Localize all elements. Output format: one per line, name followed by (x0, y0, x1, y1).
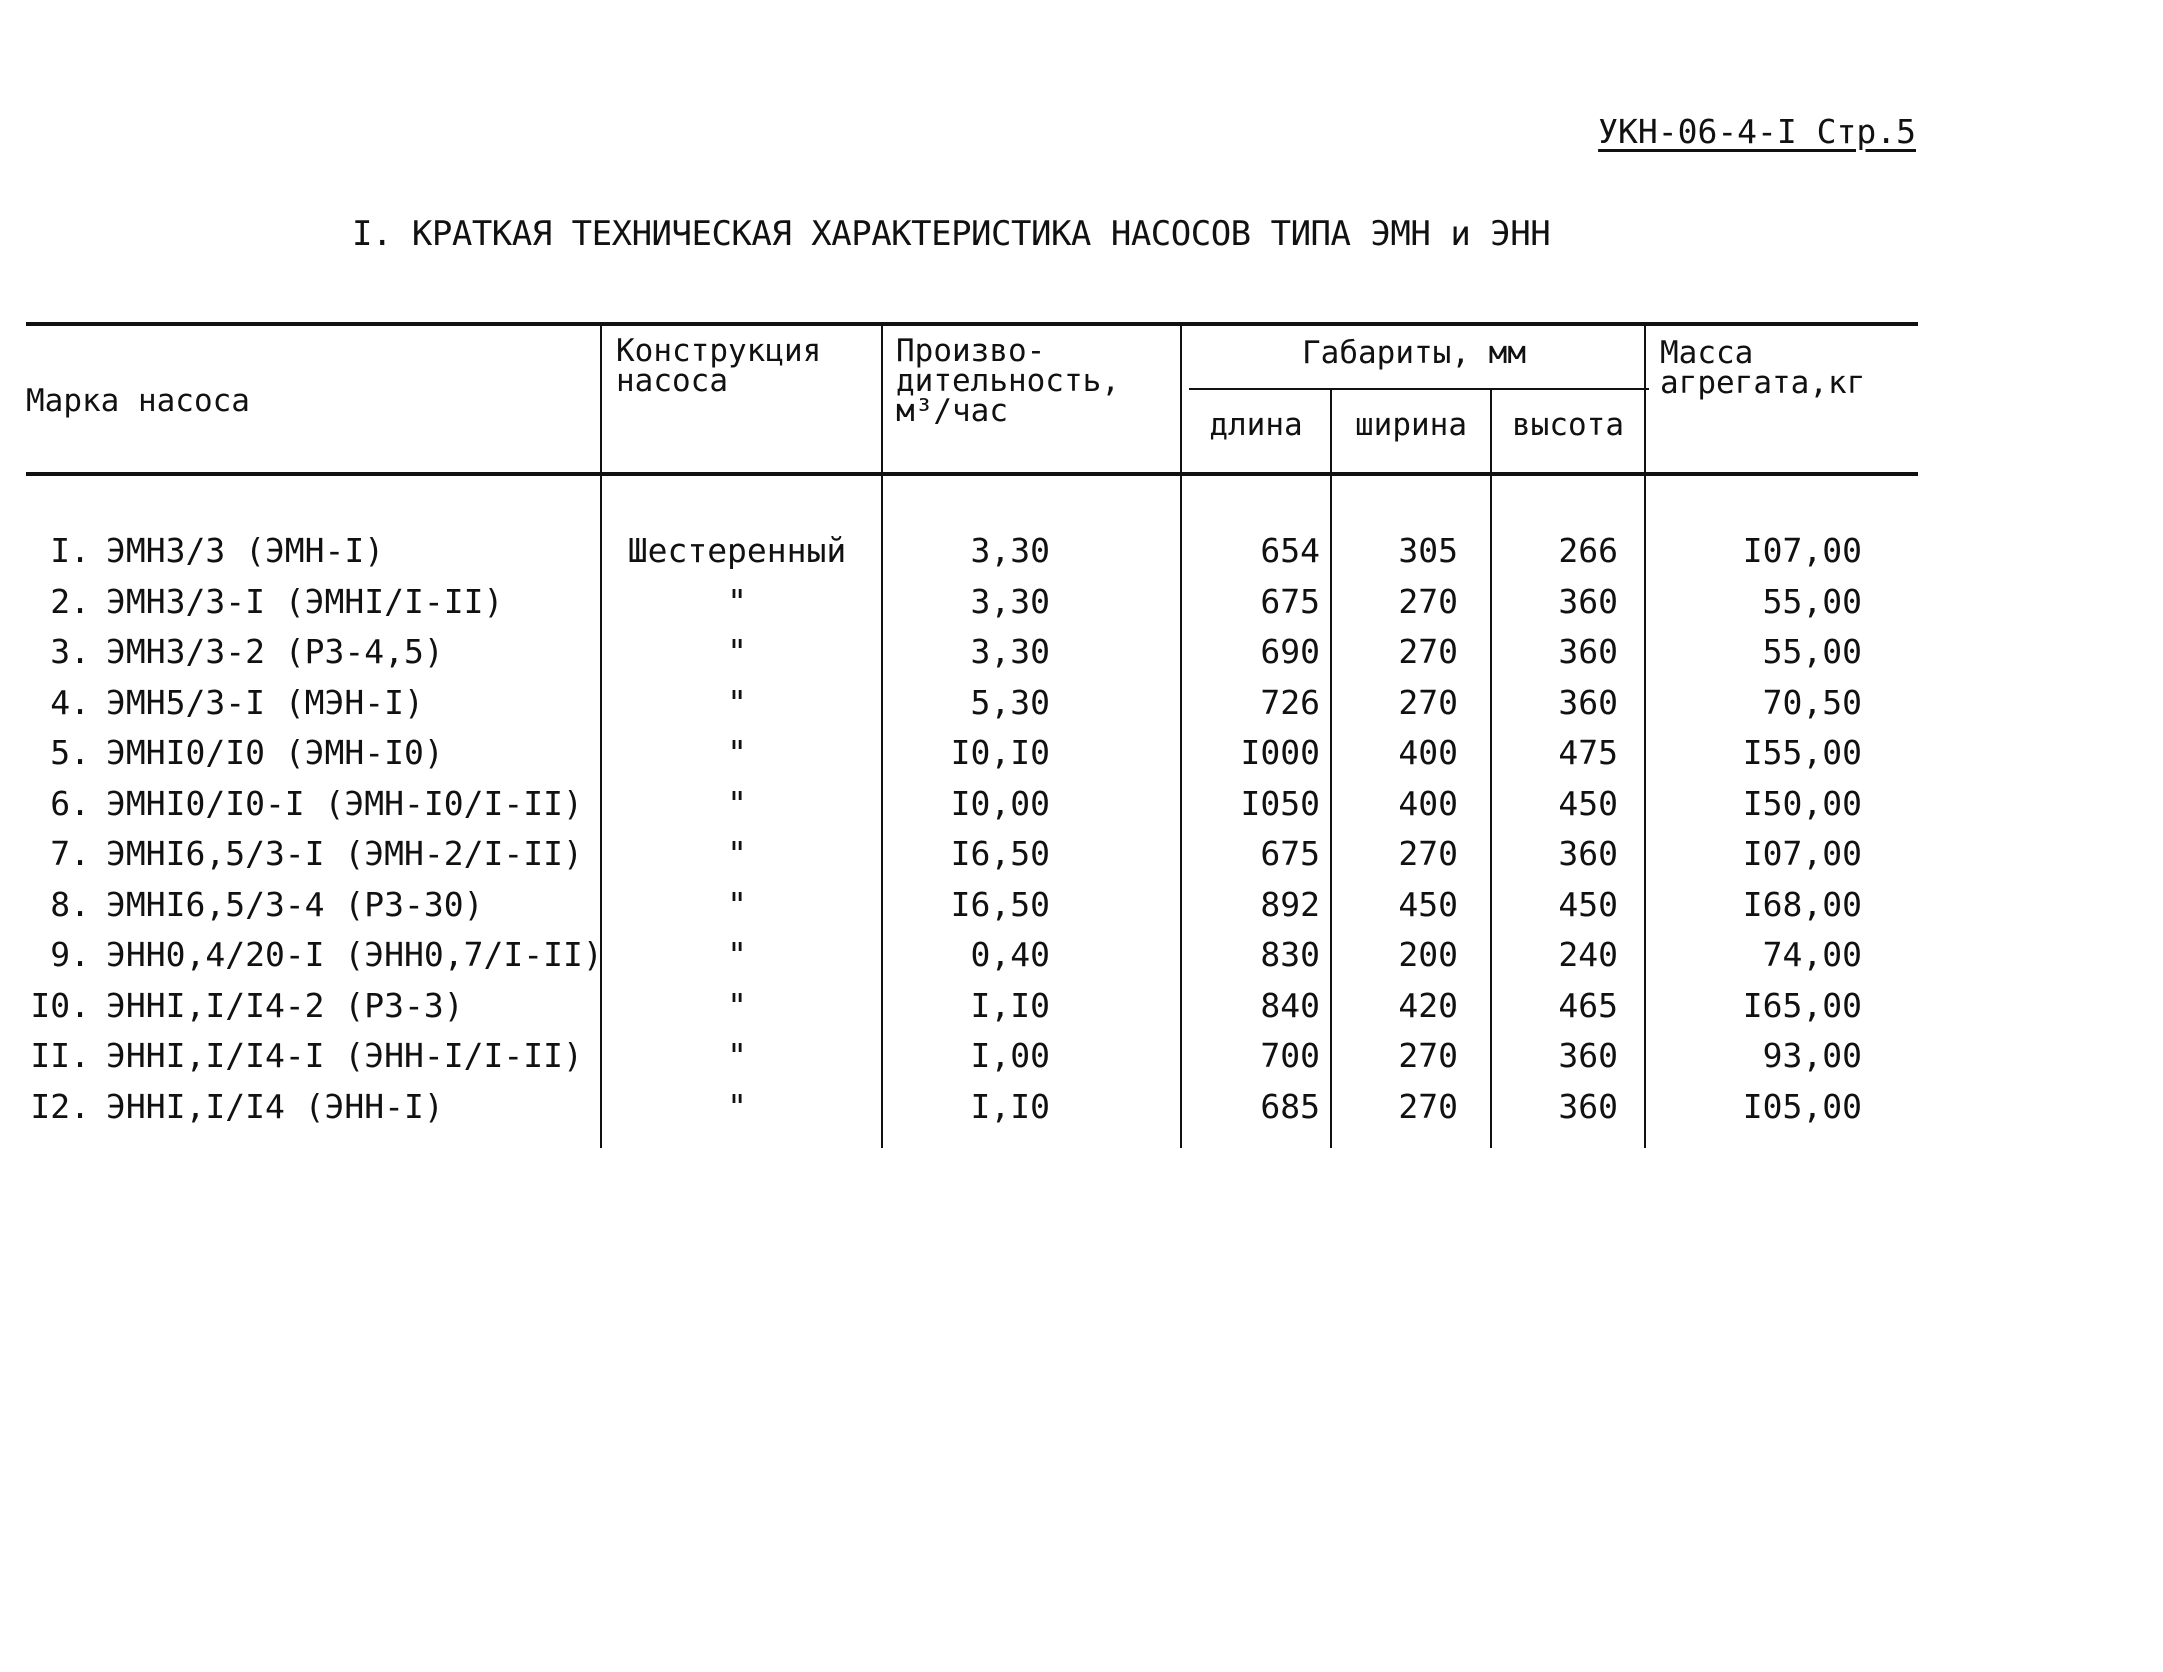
pump-performance: 3,30 (970, 531, 1050, 570)
pump-performance: I6,50 (950, 884, 1050, 924)
pump-construction: " (727, 682, 747, 722)
pump-width: 270 (1398, 581, 1458, 621)
header-performance-line3: м³/час (896, 393, 1008, 429)
table-row (26, 1031, 1922, 1081)
row-number: 4. (50, 682, 90, 722)
table-row (26, 577, 1922, 627)
header-construction-line2: насоса (616, 363, 728, 399)
pump-width: 200 (1398, 935, 1458, 974)
pump-mass: 93,00 (1762, 1036, 1862, 1075)
pump-height: 360 (1558, 632, 1618, 671)
row-number: 2. (50, 581, 90, 621)
header-dimensions: Габариты, мм (1302, 335, 1526, 371)
pump-mass: I05,00 (1742, 1086, 1862, 1126)
pump-height: 266 (1558, 531, 1618, 570)
pump-brand: ЭМН3/3 (ЭМН-I) (106, 531, 385, 570)
header-height: высота (1512, 407, 1624, 443)
pump-width: 450 (1398, 884, 1458, 924)
pump-brand: ЭМНI0/I0-I (ЭМН-I0/I-II) (106, 783, 583, 823)
pump-performance: I0,00 (950, 783, 1050, 823)
pump-performance: I,I0 (970, 985, 1050, 1025)
pump-performance: I,00 (970, 1036, 1050, 1075)
pump-construction: " (727, 935, 747, 974)
table-row (26, 678, 1922, 728)
pump-height: 360 (1558, 1036, 1618, 1075)
pump-height: 475 (1558, 733, 1618, 772)
pump-brand: ЭННI,I/I4 (ЭНН-I) (106, 1086, 444, 1126)
table-row (26, 880, 1922, 930)
pump-height: 360 (1558, 581, 1618, 621)
pump-brand: ЭМНI0/I0 (ЭМН-I0) (106, 733, 444, 772)
pump-mass: 55,00 (1762, 632, 1862, 671)
pump-length: I050 (1240, 783, 1320, 823)
dimensions-divider-rule (1189, 388, 1649, 390)
header-performance-line1: Произво- (896, 333, 1046, 369)
table-row (26, 779, 1922, 829)
pump-width: 400 (1398, 733, 1458, 772)
pump-width: 270 (1398, 632, 1458, 671)
row-number: 7. (50, 834, 90, 873)
pump-construction: " (727, 733, 747, 772)
pump-construction: " (727, 884, 747, 924)
row-number: I. (50, 531, 90, 570)
row-number: 8. (50, 884, 90, 924)
row-number: II. (30, 1036, 90, 1075)
row-number: 6. (50, 783, 90, 823)
document-title: I. КРАТКАЯ ТЕХНИЧЕСКАЯ ХАРАКТЕРИСТИКА НАСОСОВ ТИПА ЭМН и ЭНН (352, 214, 1551, 254)
pump-width: 270 (1398, 682, 1458, 722)
pump-mass: 55,00 (1762, 581, 1862, 621)
row-number: 9. (50, 935, 90, 974)
header-bottom-rule (26, 472, 1918, 476)
header-mass-line1: Масса (1660, 335, 1754, 371)
header-length: длина (1209, 407, 1303, 443)
table-row (26, 1082, 1922, 1132)
header-mass-line2: агрегата,кг (1660, 365, 1866, 401)
pump-height: 465 (1558, 985, 1618, 1025)
page-reference: УКН-06-4-I Стр.5 (1598, 112, 1916, 151)
pump-mass: 74,00 (1762, 935, 1862, 974)
pump-height: 240 (1558, 935, 1618, 974)
row-number: I0. (30, 985, 90, 1025)
table-row (26, 627, 1922, 677)
pump-construction: " (727, 834, 747, 873)
pump-spec-table (26, 322, 1922, 1148)
table-row (26, 981, 1922, 1031)
pump-width: 270 (1398, 1086, 1458, 1126)
row-number: 3. (50, 632, 90, 671)
pump-mass: I50,00 (1742, 783, 1862, 823)
pump-width: 305 (1398, 531, 1458, 570)
pump-brand: ЭМН3/3-2 (РЗ-4,5) (106, 632, 444, 671)
pump-performance: 5,30 (970, 682, 1050, 722)
header-width: ширина (1355, 407, 1467, 443)
pump-brand: ЭННI,I/I4-I (ЭНН-I/I-II) (106, 1036, 583, 1075)
pump-height: 450 (1558, 884, 1618, 924)
pump-length: 840 (1260, 985, 1320, 1025)
header-performance-line2: дительность, (896, 363, 1120, 399)
pump-brand: ЭМНI6,5/3-4 (РЗ-30) (106, 884, 484, 924)
row-number: I2. (30, 1086, 90, 1126)
pump-construction: " (727, 632, 747, 671)
pump-mass: I65,00 (1742, 985, 1862, 1025)
header-construction-line1: Конструкция (616, 333, 822, 369)
pump-mass: I07,00 (1742, 531, 1862, 570)
pump-brand: ЭННI,I/I4-2 (РЗ-3) (106, 985, 464, 1025)
pump-performance: I,I0 (970, 1086, 1050, 1126)
pump-mass: I68,00 (1742, 884, 1862, 924)
pump-length: 654 (1260, 531, 1320, 570)
table-top-rule (26, 322, 1918, 326)
pump-construction: Шестеренный (627, 531, 847, 570)
pump-performance: 0,40 (970, 935, 1050, 974)
pump-performance: 3,30 (970, 581, 1050, 621)
pump-performance: 3,30 (970, 632, 1050, 671)
pump-height: 360 (1558, 834, 1618, 873)
pump-width: 400 (1398, 783, 1458, 823)
pump-height: 360 (1558, 682, 1618, 722)
pump-mass: 70,50 (1762, 682, 1862, 722)
pump-construction: " (727, 783, 747, 823)
pump-length: 726 (1260, 682, 1320, 722)
table-row (26, 526, 1922, 576)
pump-height: 450 (1558, 783, 1618, 823)
pump-brand: ЭМН3/3-I (ЭМНI/I-II) (106, 581, 504, 621)
pump-construction: " (727, 1086, 747, 1126)
pump-length: 892 (1260, 884, 1320, 924)
pump-length: 690 (1260, 632, 1320, 671)
table-row (26, 930, 1922, 980)
pump-length: I000 (1240, 733, 1320, 772)
pump-performance: I6,50 (950, 834, 1050, 873)
pump-length: 675 (1260, 581, 1320, 621)
pump-length: 700 (1260, 1036, 1320, 1075)
pump-brand: ЭМНI6,5/3-I (ЭМН-2/I-II) (106, 834, 583, 873)
pump-width: 270 (1398, 1036, 1458, 1075)
row-number: 5. (50, 733, 90, 772)
pump-length: 830 (1260, 935, 1320, 974)
table-row (26, 728, 1922, 778)
pump-brand: ЭМН5/3-I (МЭН-I) (106, 682, 424, 722)
header-brand: Марка насоса (26, 383, 250, 419)
table-row (26, 829, 1922, 879)
pump-length: 675 (1260, 834, 1320, 873)
pump-construction: " (727, 985, 747, 1025)
pump-mass: I07,00 (1742, 834, 1862, 873)
pump-length: 685 (1260, 1086, 1320, 1126)
pump-brand: ЭНН0,4/20-I (ЭНН0,7/I-II) (106, 935, 603, 974)
pump-width: 420 (1398, 985, 1458, 1025)
pump-width: 270 (1398, 834, 1458, 873)
pump-mass: I55,00 (1742, 733, 1862, 772)
pump-performance: I0,I0 (950, 733, 1050, 772)
pump-height: 360 (1558, 1086, 1618, 1126)
pump-construction: " (727, 581, 747, 621)
pump-construction: " (727, 1036, 747, 1075)
